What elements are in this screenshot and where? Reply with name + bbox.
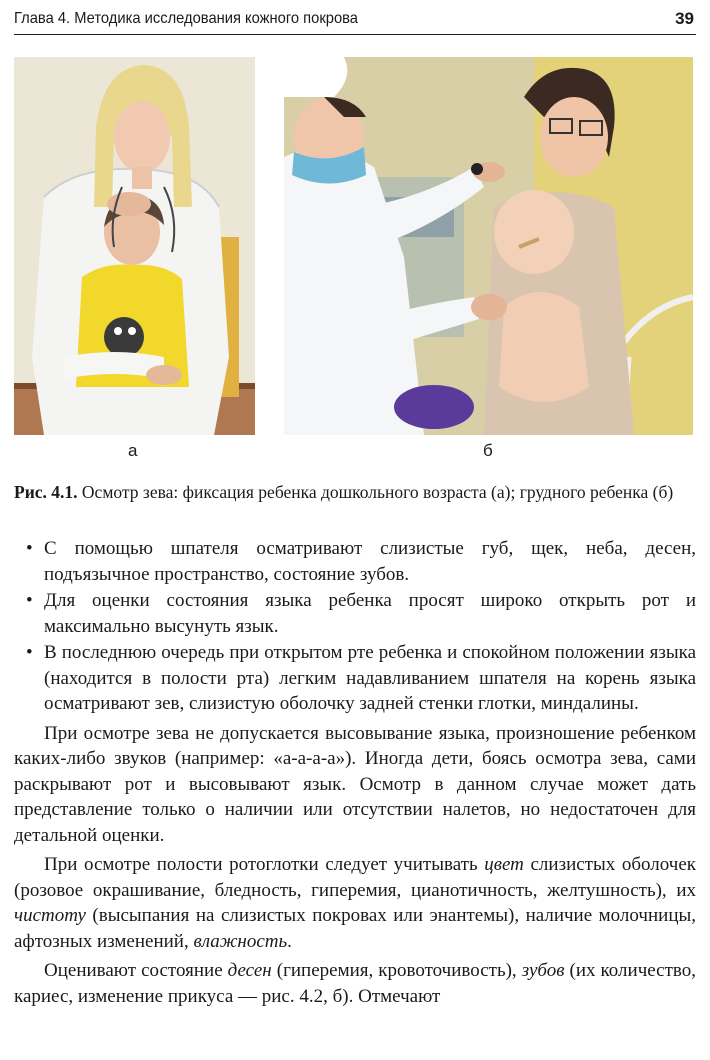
text-run: слизистых оболочек (розовое окрашивание, бледность, гиперемия, цианотичность, желтушность), их	[14, 854, 696, 901]
emphasis: влажность	[193, 930, 288, 952]
text-run: (гиперемия, кровоточивость),	[271, 960, 522, 981]
paragraph-1: При осмотре зева не допускается высовывание языка, произношение ребенком каких-либо звуков (например: «а-а-а-а»). Иногда дети, боясь осмотра зева, сами раскрывают рот и высовывают язык. Осмотр в данном случае может дать представление только о наличии или отсутствии налетов, но недостаточен для детальной оценки.	[14, 722, 696, 846]
figure-photo-b	[284, 57, 693, 435]
figure-caption	[14, 480, 696, 504]
figure-photo-a	[14, 57, 255, 435]
figure-caption-prefix: Рис. 4.1.	[14, 482, 78, 502]
figure-label-a: а	[128, 441, 138, 460]
list-item-text: В последнюю очередь при открытом рте ребенка и спокойном положении языка (находится в полости рта) легким надавливанием шпателя на корень языка осматривают зев, слизистую оболочку задней стенки глотки, миндалины.	[44, 642, 696, 714]
text-run: (их количество, кариес, изменение прикуса — рис. 4.2, б). Отмечают	[14, 960, 696, 1007]
paragraph-3	[14, 958, 696, 1009]
bullet-icon: •	[26, 642, 33, 663]
body-text	[14, 536, 696, 1009]
emphasis: чистоту	[14, 905, 86, 926]
bullet-list	[14, 536, 696, 717]
list-item	[14, 536, 696, 587]
list-item	[14, 588, 696, 639]
text-run: (высыпания на слизистых покровах или энантемы), наличие молочницы, афтозных изменений,	[14, 905, 696, 952]
list-item-text: С помощью шпателя осматривают слизистые губ, щек, неба, десен, подъязычное пространство, состояние зубов.	[44, 538, 696, 585]
list-item-text: Для оценки состояния языка ребенка просят широко открыть рот и максимально высунуть язык.	[44, 590, 696, 637]
emphasis: зубов	[521, 960, 565, 981]
running-header	[14, 6, 696, 35]
figure-label-b: б	[483, 441, 493, 460]
figure-caption-text: Осмотр зева: фиксация ребенка дошкольного возраста (а); грудного ребенка (б)	[77, 482, 674, 502]
bullet-icon: •	[26, 538, 33, 559]
bullet-icon: •	[26, 590, 33, 611]
emphasis: цвет	[484, 854, 524, 875]
text-run: .	[287, 930, 292, 952]
list-item	[14, 640, 696, 717]
emphasis: десен	[227, 960, 272, 981]
chapter-title: Глава 4. Методика исследования кожного покрова	[14, 10, 358, 27]
text-run: Оценивают состояние	[44, 960, 228, 981]
paragraph-2	[14, 852, 696, 954]
page-number: 39	[675, 9, 694, 28]
text-run: При осмотре полости ротоглотки следует учитывать	[44, 854, 485, 875]
